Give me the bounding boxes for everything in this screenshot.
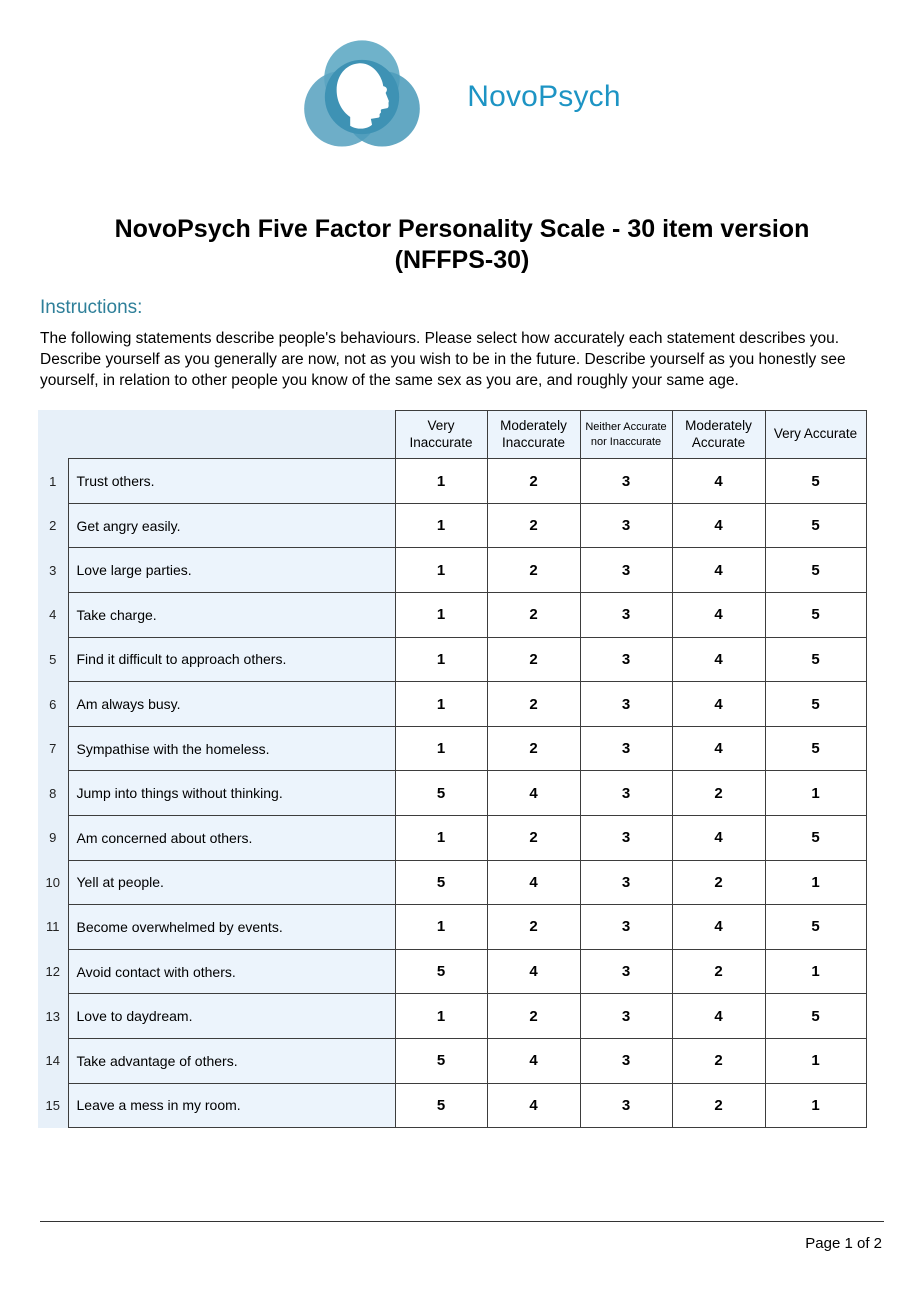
answer-option[interactable]: 5 (765, 459, 866, 504)
answer-option[interactable]: 4 (672, 503, 765, 548)
table-row (38, 949, 866, 994)
answer-option[interactable]: 3 (580, 682, 672, 727)
answer-option[interactable]: 2 (672, 949, 765, 994)
answer-option[interactable]: 4 (672, 548, 765, 593)
row-number: 15 (45, 1097, 60, 1113)
instructions-body: The following statements describe people's behaviours. Please select how accurately each statement describes you. Describe yourself as you generally are now, not as you wish to be in the future. Describe yourself as you honestly see yourself, in relation to other people you know of the same sex as you are, and roughly your same age. (40, 330, 846, 390)
answer-option[interactable]: 5 (765, 593, 866, 638)
answer-option[interactable]: 3 (580, 593, 672, 638)
answer-option[interactable]: 3 (580, 994, 672, 1039)
brand-header (0, 0, 924, 158)
answer-option[interactable]: 2 (487, 593, 580, 638)
answer-option[interactable]: 1 (395, 593, 487, 638)
answer-option[interactable]: 3 (580, 771, 672, 816)
answer-option[interactable]: 1 (765, 860, 866, 905)
answer-option[interactable]: 3 (580, 459, 672, 504)
answer-option[interactable]: 2 (487, 548, 580, 593)
answer-option[interactable]: 5 (395, 1038, 487, 1083)
page-title-line1: NovoPsych Five Factor Personality Scale - 30 item version (114, 215, 810, 243)
answer-option[interactable]: 5 (765, 815, 866, 860)
statement-cell: Leave a mess in my room. (68, 1083, 395, 1128)
answer-option[interactable]: 1 (395, 994, 487, 1039)
answer-option[interactable]: 5 (765, 905, 866, 950)
header-spacer (38, 411, 395, 459)
answer-option[interactable]: 1 (395, 682, 487, 727)
answer-option[interactable]: 1 (395, 548, 487, 593)
answer-option[interactable]: 5 (765, 682, 866, 727)
page-number-label: Page 1 of 2 (805, 1235, 882, 1252)
instructions-heading: Instructions: (40, 297, 143, 318)
row-number: 1 (49, 473, 57, 489)
answer-option[interactable]: 4 (487, 949, 580, 994)
page-title (0, 214, 924, 275)
statement-cell: Am always busy. (68, 682, 395, 727)
answer-option[interactable]: 5 (765, 548, 866, 593)
statement-cell: Jump into things without thinking. (68, 771, 395, 816)
table-row (38, 682, 866, 727)
answer-option[interactable]: 5 (395, 1083, 487, 1128)
statement-cell: Take advantage of others. (68, 1038, 395, 1083)
statement-cell: Love to daydream. (68, 994, 395, 1039)
column-header-very-accurate: Very Accurate (765, 411, 866, 459)
statement-cell: Sympathise with the homeless. (68, 726, 395, 771)
answer-option[interactable]: 5 (765, 726, 866, 771)
statement-cell: Love large parties. (68, 548, 395, 593)
answer-option[interactable]: 4 (672, 815, 765, 860)
row-number: 13 (45, 1008, 60, 1024)
table-row (38, 503, 866, 548)
answer-option[interactable]: 1 (395, 905, 487, 950)
table-row (38, 815, 866, 860)
statement-cell: Get angry easily. (68, 503, 395, 548)
answer-option[interactable]: 5 (395, 949, 487, 994)
table-row (38, 905, 866, 950)
answer-option[interactable]: 2 (487, 503, 580, 548)
answer-option[interactable]: 4 (672, 994, 765, 1039)
answer-option[interactable]: 2 (487, 905, 580, 950)
questionnaire-table (38, 410, 867, 1128)
answer-option[interactable]: 2 (487, 682, 580, 727)
row-number: 6 (49, 696, 57, 712)
answer-option[interactable]: 1 (765, 949, 866, 994)
statement-cell: Am concerned about others. (68, 815, 395, 860)
answer-option[interactable]: 4 (487, 771, 580, 816)
answer-option[interactable]: 2 (487, 815, 580, 860)
row-number: 2 (49, 518, 57, 534)
statement-cell: Yell at people. (68, 860, 395, 905)
table-header-row (38, 411, 866, 459)
row-number: 11 (46, 919, 60, 935)
column-header-very-inaccurate: Very Inaccurate (395, 411, 487, 459)
answer-option[interactable]: 4 (672, 637, 765, 682)
answer-option[interactable]: 3 (580, 860, 672, 905)
answer-option[interactable]: 3 (580, 726, 672, 771)
answer-option[interactable]: 1 (395, 726, 487, 771)
answer-option[interactable]: 3 (580, 815, 672, 860)
row-number: 3 (49, 562, 57, 578)
answer-option[interactable]: 3 (580, 503, 672, 548)
answer-option[interactable]: 1 (765, 771, 866, 816)
answer-option[interactable]: 3 (580, 1038, 672, 1083)
table-row (38, 637, 866, 682)
answer-option[interactable]: 4 (672, 905, 765, 950)
table-row (38, 771, 866, 816)
answer-option[interactable]: 2 (672, 771, 765, 816)
answer-option[interactable]: 4 (487, 860, 580, 905)
answer-option[interactable]: 4 (672, 726, 765, 771)
answer-option[interactable]: 1 (395, 815, 487, 860)
table-row (38, 994, 866, 1039)
answer-option[interactable]: 1 (765, 1083, 866, 1128)
answer-option[interactable]: 1 (395, 637, 487, 682)
answer-option[interactable]: 4 (672, 593, 765, 638)
row-number: 5 (49, 651, 57, 667)
answer-option[interactable]: 1 (395, 459, 487, 504)
row-number: 9 (49, 830, 57, 846)
statement-cell: Find it difficult to approach others. (68, 637, 395, 682)
row-number: 4 (49, 607, 57, 623)
row-number: 14 (45, 1053, 60, 1069)
page-title-line2: (NFFPS-30) (394, 245, 530, 274)
answer-option[interactable]: 1 (395, 503, 487, 548)
column-header-neither: Neither Accurate nor Inaccurate (580, 411, 672, 459)
answer-option[interactable]: 3 (580, 905, 672, 950)
answer-option[interactable]: 3 (580, 637, 672, 682)
answer-option[interactable]: 3 (580, 949, 672, 994)
row-number: 12 (45, 964, 60, 980)
answer-option[interactable]: 4 (487, 1083, 580, 1128)
answer-option[interactable]: 3 (580, 1083, 672, 1128)
answer-option[interactable]: 1 (765, 1038, 866, 1083)
column-header-moderately-accurate: Moderately Accurate (672, 411, 765, 459)
answer-option[interactable]: 2 (487, 459, 580, 504)
answer-option[interactable]: 5 (765, 994, 866, 1039)
statement-cell: Take charge. (68, 593, 395, 638)
answer-option[interactable]: 5 (765, 503, 866, 548)
statement-cell: Trust others. (68, 459, 395, 504)
answer-option[interactable]: 4 (487, 1038, 580, 1083)
row-number: 7 (49, 741, 57, 757)
table-row (38, 1038, 866, 1083)
table-row (38, 726, 866, 771)
table-row (38, 459, 866, 504)
row-number: 10 (45, 874, 60, 890)
answer-option[interactable]: 5 (395, 860, 487, 905)
answer-option[interactable]: 2 (672, 1038, 765, 1083)
table-row (38, 1083, 866, 1128)
novopsych-head-logo-icon (303, 36, 421, 158)
answer-option[interactable]: 4 (672, 682, 765, 727)
statement-cell: Avoid contact with others. (68, 949, 395, 994)
answer-option[interactable]: 5 (395, 771, 487, 816)
row-number: 8 (49, 785, 57, 801)
answer-option[interactable]: 2 (487, 726, 580, 771)
table-row (38, 860, 866, 905)
answer-option[interactable]: 2 (672, 1083, 765, 1128)
brand-wordmark: NovoPsych (467, 80, 621, 113)
answer-option[interactable]: 4 (672, 459, 765, 504)
answer-option[interactable]: 2 (487, 994, 580, 1039)
statement-cell: Become overwhelmed by events. (68, 905, 395, 950)
answer-option[interactable]: 5 (765, 637, 866, 682)
table-row (38, 593, 866, 638)
table-row (38, 548, 866, 593)
answer-option[interactable]: 3 (580, 548, 672, 593)
footer-divider (40, 1221, 884, 1222)
column-header-moderately-inaccurate: Moderately Inaccurate (487, 411, 580, 459)
answer-option[interactable]: 2 (672, 860, 765, 905)
answer-option[interactable]: 2 (487, 637, 580, 682)
